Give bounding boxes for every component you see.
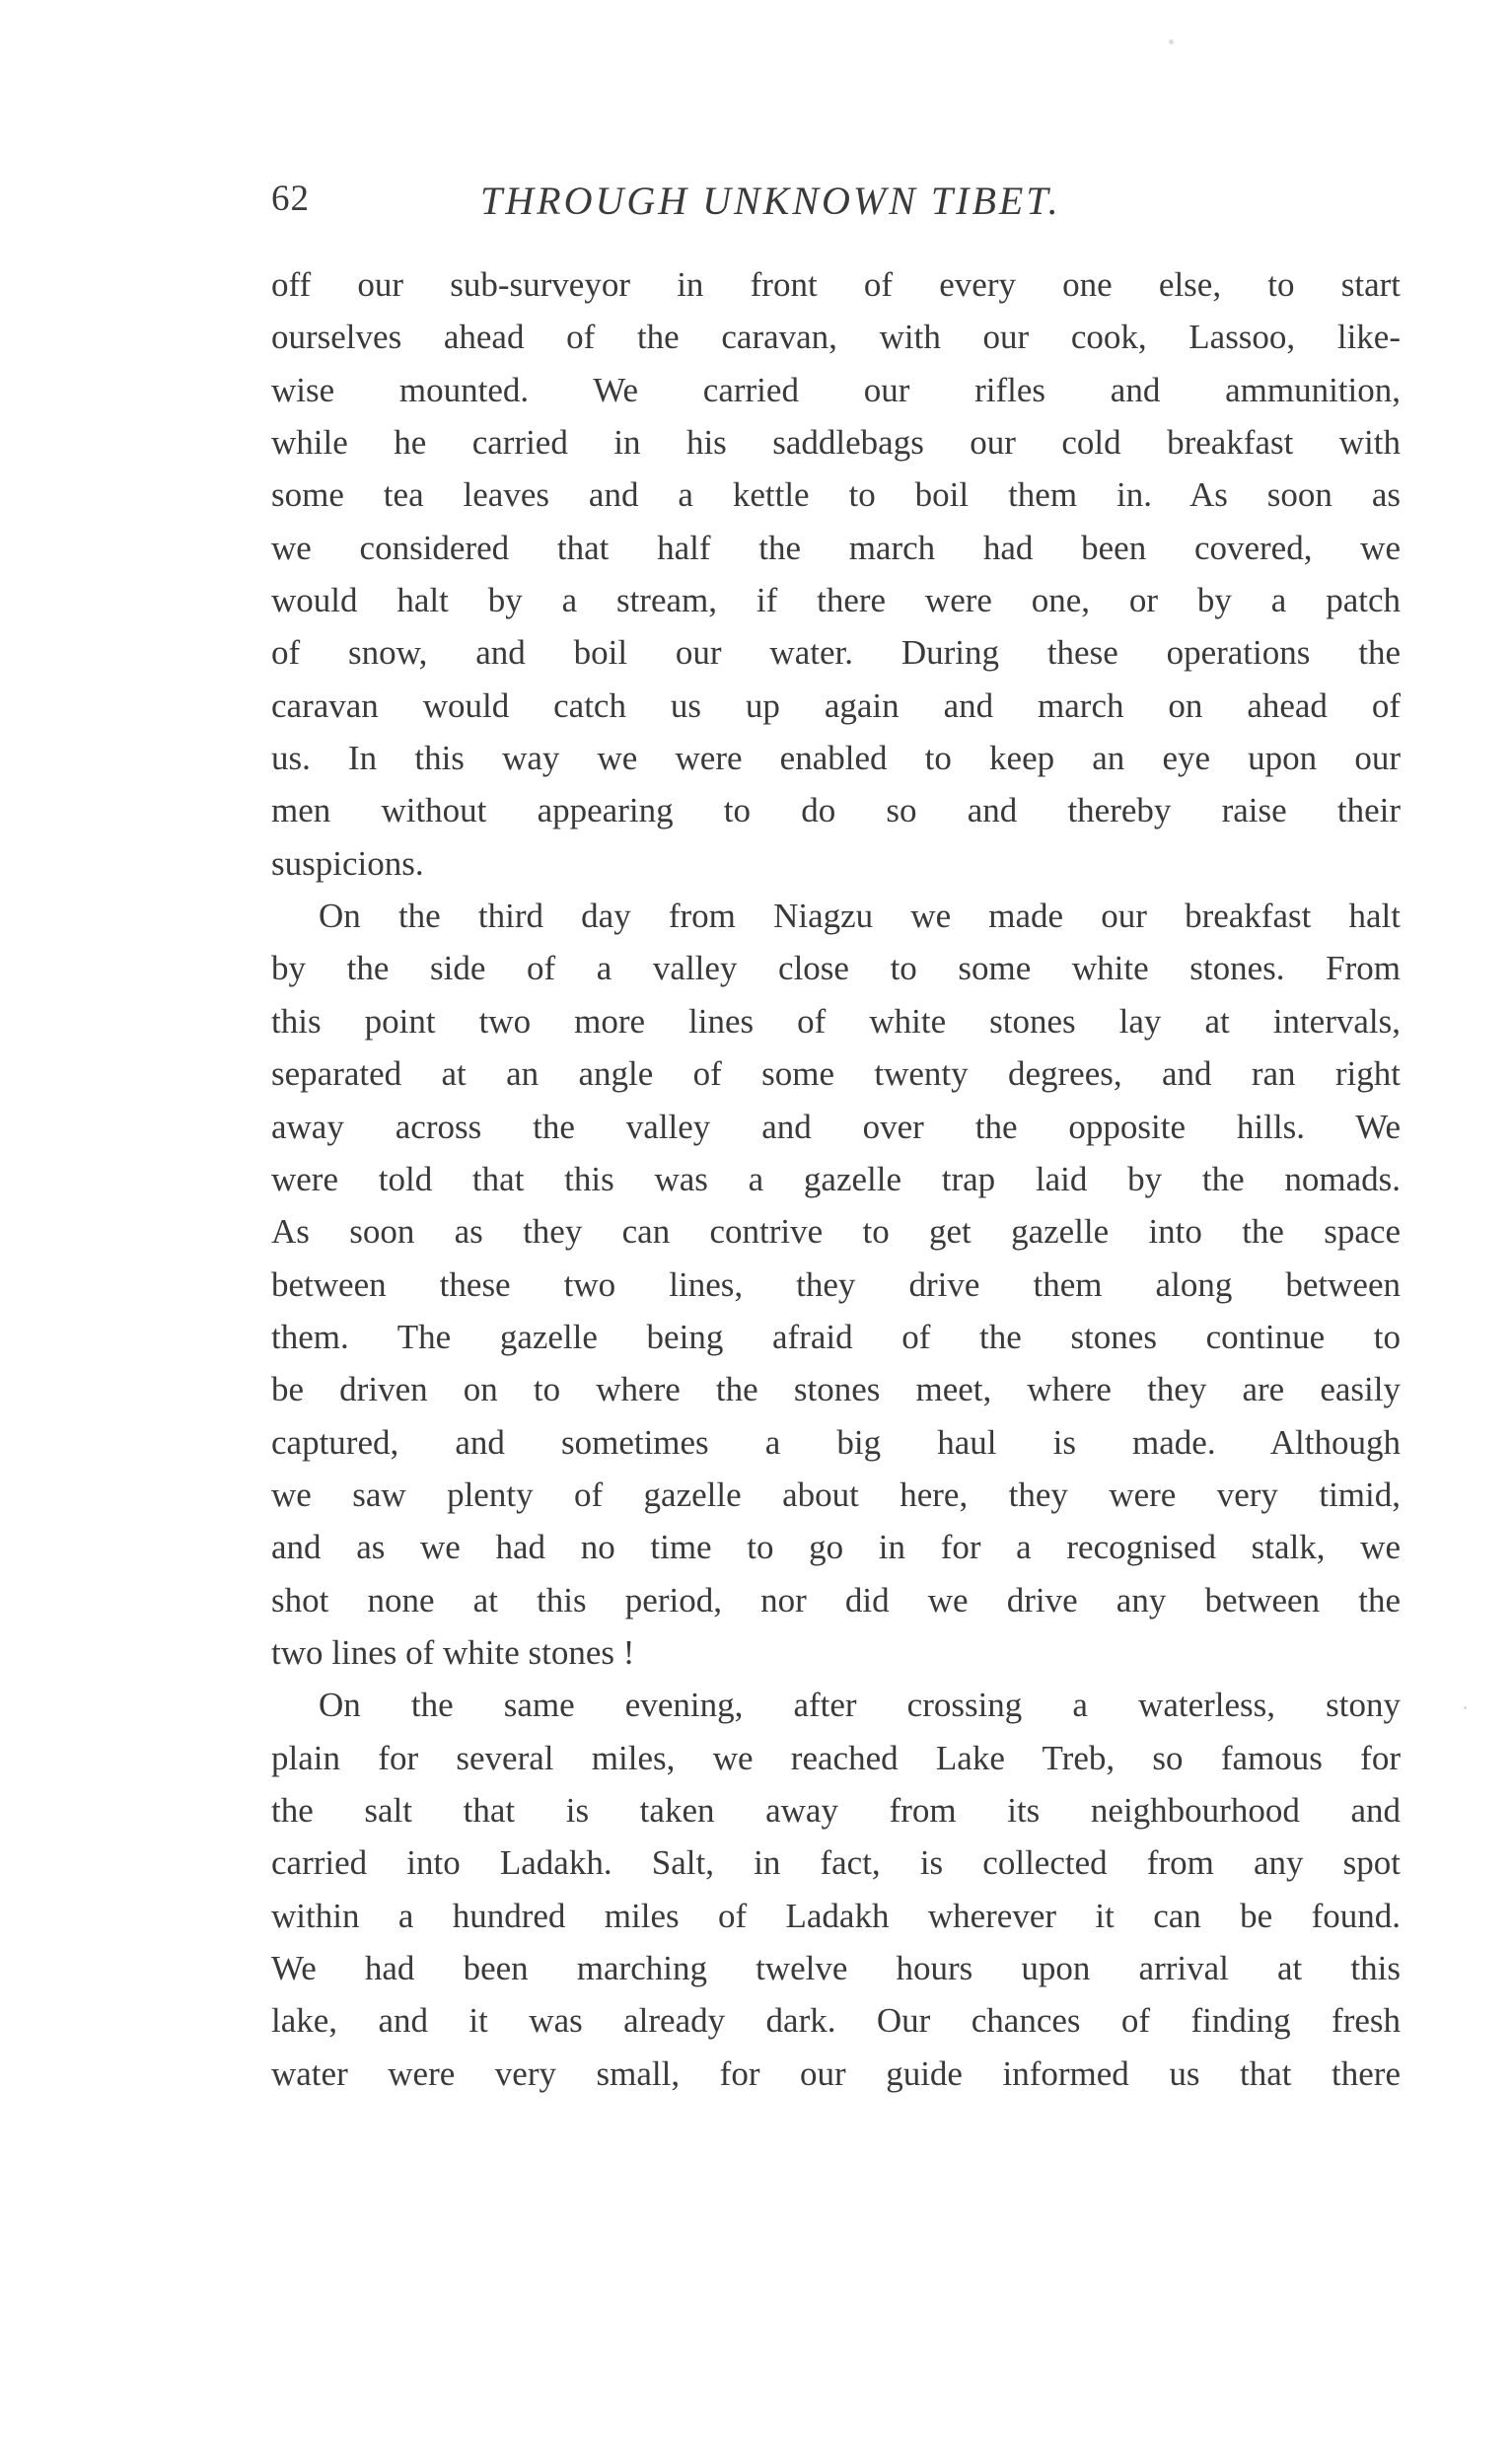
page-number: 62 <box>271 179 310 219</box>
paper-speck <box>1464 1706 1467 1709</box>
paper-speck <box>1169 39 1174 44</box>
text-line: and as we had no time to go in for a recognised stalk, we <box>271 1528 1401 1567</box>
text-line: shot none at this period, nor did we drive any between the <box>271 1580 1401 1619</box>
text-line: As soon as they can contrive to get gazelle into the space <box>271 1212 1401 1252</box>
paragraph-start-line: On the third day from Niagzu we made our breakfast halt <box>319 897 1401 936</box>
text-line: we saw plenty of gazelle about here, they were very timid, <box>271 1475 1401 1514</box>
text-line: were told that this was a gazelle trap laid by the nomads. <box>271 1159 1401 1198</box>
text-line: We had been marching twelve hours upon arrival at this <box>271 1949 1401 1987</box>
text-line: while he carried in his saddlebags our cold breakfast with <box>271 423 1401 463</box>
text-line: caravan would catch us up again and march on ahead of <box>271 685 1401 725</box>
running-head <box>271 178 1401 237</box>
text-line: plain for several miles, we reached Lake Treb, so famous for <box>271 1738 1401 1777</box>
text-line: separated at an angle of some twenty degrees, and ran right <box>271 1054 1401 1094</box>
text-line: wise mounted. We carried our rifles and ammunition, <box>271 370 1401 409</box>
text-line: this point two more lines of white stones lay at intervals, <box>271 1001 1401 1041</box>
text-line: would halt by a stream, if there were one, or by a patch <box>271 581 1401 620</box>
running-title: THROUGH UNKNOWN TIBET. <box>480 179 1061 223</box>
text-line: we considered that half the march had been covered, we <box>271 528 1401 567</box>
paragraph-end-line: two lines of white stones ! <box>271 1632 635 1672</box>
text-line: us. In this way we were enabled to keep an eye upon our <box>271 739 1401 778</box>
text-line: ourselves ahead of the caravan, with our cook, Lassoo, like- <box>271 318 1401 357</box>
text-line: captured, and sometimes a big haul is made. Although <box>271 1422 1401 1462</box>
paragraph-end-line: suspicions. <box>271 843 424 883</box>
text-line: the salt that is taken away from its neighbourhood and <box>271 1790 1401 1830</box>
text-line: off our sub-surveyor in front of every one else, to start <box>271 265 1401 304</box>
text-line: within a hundred miles of Ladakh wherever it can be found. <box>271 1896 1401 1935</box>
text-line: be driven on to where the stones meet, where they are easily <box>271 1370 1401 1409</box>
text-line: carried into Ladakh. Salt, in fact, is collected from any spot <box>271 1843 1401 1883</box>
text-line: away across the valley and over the opposite hills. We <box>271 1107 1401 1146</box>
text-line: them. The gazelle being afraid of the stones continue to <box>271 1317 1401 1356</box>
text-line: of snow, and boil our water. During these operations the <box>271 633 1401 673</box>
text-line: between these two lines, they drive them along between <box>271 1264 1401 1304</box>
text-line: some tea leaves and a kettle to boil them in. As soon as <box>271 475 1401 515</box>
text-line: lake, and it was already dark. Our chances of finding fresh <box>271 2001 1401 2041</box>
text-line: water were very small, for our guide informed us that there <box>271 2053 1401 2093</box>
paragraph-start-line: On the same evening, after crossing a waterless, stony <box>319 1686 1401 1725</box>
text-line: men without appearing to do so and thereby raise their <box>271 791 1401 830</box>
text-line: by the side of a valley close to some white stones. From <box>271 949 1401 988</box>
body-text <box>271 258 1401 2100</box>
